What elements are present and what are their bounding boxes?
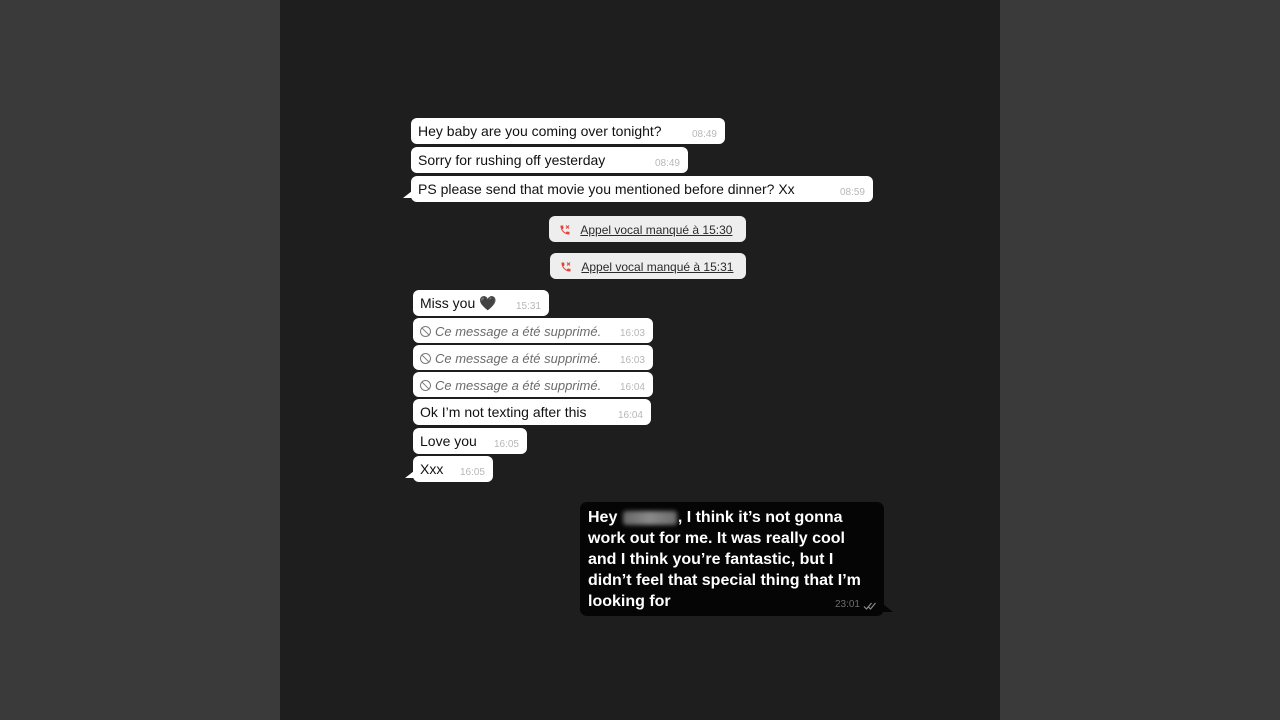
missed-call-label: Appel vocal manqué à 15:30 <box>580 223 733 237</box>
message-bubble-incoming[interactable] <box>413 456 493 482</box>
message-time: 08:49 <box>654 158 680 169</box>
message-time: 15:31 <box>515 301 541 312</box>
read-receipt-icon <box>863 601 877 611</box>
message-text: Ce message a été supprimé. <box>435 378 602 393</box>
message-text: Ce message a été supprimé. <box>435 351 602 366</box>
message-bubble-incoming[interactable] <box>413 428 527 454</box>
missed-call-icon <box>560 261 572 273</box>
missed-call-label: Appel vocal manqué à 15:31 <box>581 260 734 274</box>
message-bubble-outgoing[interactable] <box>580 502 884 616</box>
message-bubble-incoming[interactable] <box>413 399 651 425</box>
message-time: 08:59 <box>839 187 865 198</box>
deleted-icon <box>420 353 431 364</box>
message-text: Hey baby are you coming over tonight? <box>418 123 662 139</box>
message-bubble-incoming[interactable] <box>411 176 873 202</box>
message-time: 23:01 <box>834 599 860 610</box>
message-bubble-incoming[interactable] <box>411 147 688 173</box>
message-bubble-incoming[interactable] <box>411 118 725 144</box>
deleted-icon <box>420 380 431 391</box>
message-text: PS please send that movie you mentioned before dinner? Xx <box>418 181 795 197</box>
missed-call-notice[interactable] <box>549 216 746 242</box>
message-time: 16:05 <box>493 439 519 450</box>
message-text: Sorry for rushing off yesterday <box>418 152 606 168</box>
deleted-message-bubble[interactable] <box>413 372 653 397</box>
message-text: Ok I’m not texting after this <box>420 404 587 420</box>
message-time: 16:04 <box>619 382 645 393</box>
message-bubble-incoming[interactable] <box>413 290 549 316</box>
missed-call-icon <box>559 224 571 236</box>
message-time: 16:04 <box>617 410 643 421</box>
message-text: Hey , I think it’s not gonna work out for me. It was really cool and I think you’re fantastic, but I didn’t feel that special thing that I’m looking for <box>588 509 861 610</box>
message-time: 16:03 <box>619 328 645 339</box>
message-text: Love you <box>420 433 477 449</box>
message-time: 16:05 <box>459 467 485 478</box>
message-text: Ce message a été supprimé. <box>435 324 602 339</box>
missed-call-notice[interactable] <box>550 253 746 279</box>
deleted-icon <box>420 326 431 337</box>
redacted-name <box>623 511 677 525</box>
deleted-message-bubble[interactable] <box>413 318 653 343</box>
deleted-message-bubble[interactable] <box>413 345 653 370</box>
message-text: Miss you 🖤 <box>420 295 497 311</box>
message-time: 08:49 <box>691 129 717 140</box>
message-text: Xxx <box>420 461 444 477</box>
message-time: 16:03 <box>619 355 645 366</box>
